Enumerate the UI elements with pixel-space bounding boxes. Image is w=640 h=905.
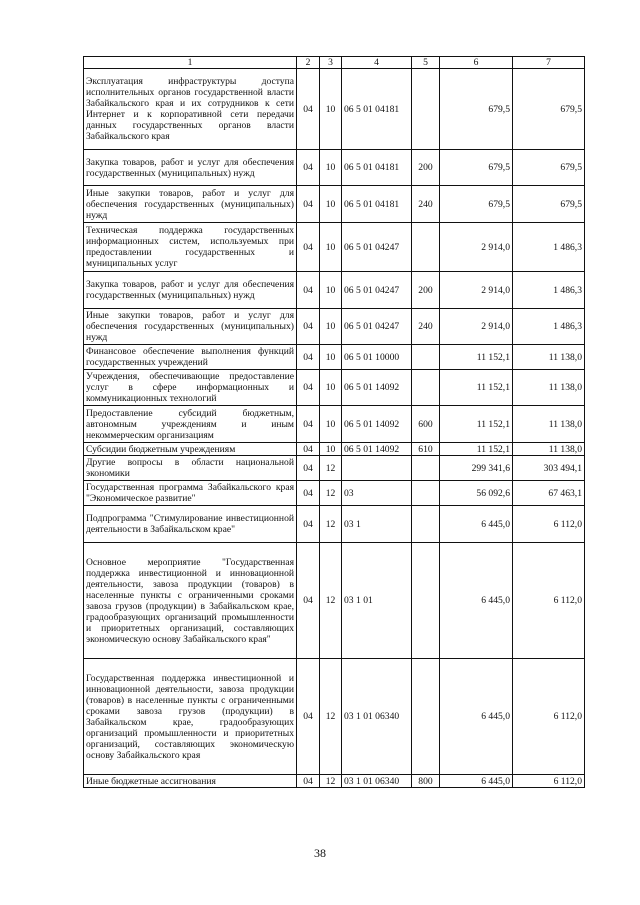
cell-expense-type: 200 [412,150,440,186]
cell-expense-type [412,659,440,775]
cell-description: Основное мероприятие "Государственная поддержка инвестиционной и инновационной деятельности, завоза продукции (товаров) в населенные пункты с ограниченными сроками завоза грузов (продукции) в Забайкальском крае, градообразующих организаций промышленности и приоритетных организаций, составляющих экономическую основу Забайкальского края" [84,543,297,659]
cell-amount-year-2: 1 486,3 [513,309,585,345]
cell-target-article: 06 5 01 04181 [342,150,412,186]
cell-description: Техническая поддержка государственных информационных систем, используемых при предоставлении государственных и муниципальных услуг [84,223,297,272]
cell-section: 04 [297,150,320,186]
cell-amount-year-1: 6 445,0 [440,775,513,788]
cell-target-article: 06 5 01 04181 [342,186,412,223]
cell-description: Другие вопросы в области национальной экономики [84,456,297,481]
cell-target-article: 06 5 01 04247 [342,309,412,345]
cell-subsection: 10 [320,223,342,272]
cell-expense-type: 800 [412,775,440,788]
table-row [84,345,585,370]
cell-amount-year-1: 11 152,1 [440,406,513,443]
cell-description: Государственная поддержка инвестиционной и инновационной деятельности, завоза продукции (товаров) в населенные пункты с ограниченными сроками завоза грузов (продукции) в Забайкальском крае, градообразующих организаций промышленности и приоритетных организаций, составляющих экономическую основу Забайкальского края [84,659,297,775]
cell-target-article: 03 1 01 06340 [342,659,412,775]
cell-description: Эксплуатация инфраструктуры доступа исполнительных органов государственной власти Забайкальского края и их сотрудников к сети Интернет и к корпоративной сети передачи данных государственных органов власти Забайкальского края [84,69,297,150]
cell-section: 04 [297,443,320,456]
cell-description: Закупка товаров, работ и услуг для обеспечения государственных (муниципальных) нужд [84,150,297,186]
cell-target-article: 03 1 01 [342,543,412,659]
header-col-7: 7 [513,57,585,69]
header-col-5: 5 [412,57,440,69]
cell-section: 04 [297,543,320,659]
cell-section: 04 [297,456,320,481]
table-row [84,481,585,506]
cell-subsection: 10 [320,370,342,406]
cell-description: Иные закупки товаров, работ и услуг для обеспечения государственных (муниципальных) нужд [84,309,297,345]
cell-section: 04 [297,481,320,506]
cell-amount-year-1: 6 445,0 [440,543,513,659]
cell-target-article: 06 5 01 04181 [342,69,412,150]
cell-amount-year-1: 11 152,1 [440,370,513,406]
cell-section: 04 [297,506,320,543]
cell-subsection: 12 [320,481,342,506]
cell-expense-type: 240 [412,186,440,223]
cell-section: 04 [297,406,320,443]
cell-amount-year-2: 11 138,0 [513,345,585,370]
cell-amount-year-2: 6 112,0 [513,506,585,543]
cell-expense-type [412,223,440,272]
table-row [84,150,585,186]
cell-amount-year-2: 6 112,0 [513,543,585,659]
cell-amount-year-2: 6 112,0 [513,659,585,775]
cell-section: 04 [297,186,320,223]
cell-expense-type [412,345,440,370]
table-row [84,69,585,150]
cell-subsection: 10 [320,345,342,370]
cell-amount-year-1: 299 341,6 [440,456,513,481]
cell-subsection: 10 [320,272,342,309]
header-row [84,57,585,69]
cell-expense-type: 610 [412,443,440,456]
cell-target-article: 06 5 01 14092 [342,406,412,443]
header-col-1: 1 [84,57,297,69]
table-row [84,456,585,481]
cell-target-article: 03 1 [342,506,412,543]
cell-amount-year-1: 6 445,0 [440,659,513,775]
cell-description: Подпрограмма "Стимулирование инвестиционной деятельности в Забайкальском крае" [84,506,297,543]
cell-amount-year-2: 11 138,0 [513,443,585,456]
cell-amount-year-2: 1 486,3 [513,272,585,309]
cell-target-article: 06 5 01 04247 [342,272,412,309]
budget-table [83,56,585,788]
cell-description: Учреждения, обеспечивающие предоставление услуг в сфере информационных и коммуникационных технологий [84,370,297,406]
table-row [84,309,585,345]
cell-target-article: 06 5 01 14092 [342,370,412,406]
cell-amount-year-2: 11 138,0 [513,370,585,406]
table-row [84,223,585,272]
cell-expense-type: 200 [412,272,440,309]
cell-description: Иные закупки товаров, работ и услуг для обеспечения государственных (муниципальных) нужд [84,186,297,223]
cell-subsection: 10 [320,309,342,345]
cell-amount-year-1: 11 152,1 [440,443,513,456]
cell-target-article [342,456,412,481]
cell-section: 04 [297,775,320,788]
cell-subsection: 12 [320,456,342,481]
page-number: 38 [314,846,326,860]
cell-target-article: 03 [342,481,412,506]
cell-description: Финансовое обеспечение выполнения функций государственных учреждений [84,345,297,370]
cell-section: 04 [297,69,320,150]
cell-amount-year-1: 11 152,1 [440,345,513,370]
cell-section: 04 [297,223,320,272]
cell-subsection: 10 [320,406,342,443]
cell-amount-year-2: 6 112,0 [513,775,585,788]
cell-expense-type: 240 [412,309,440,345]
cell-amount-year-2: 679,5 [513,186,585,223]
cell-subsection: 12 [320,659,342,775]
table-row [84,186,585,223]
header-col-3: 3 [320,57,342,69]
cell-amount-year-2: 679,5 [513,150,585,186]
cell-amount-year-1: 56 092,6 [440,481,513,506]
cell-amount-year-1: 679,5 [440,150,513,186]
cell-subsection: 12 [320,543,342,659]
cell-amount-year-2: 303 494,1 [513,456,585,481]
cell-amount-year-2: 67 463,1 [513,481,585,506]
cell-subsection: 10 [320,150,342,186]
table-row [84,775,585,788]
cell-section: 04 [297,309,320,345]
cell-section: 04 [297,272,320,309]
cell-subsection: 12 [320,506,342,543]
header-col-6: 6 [440,57,513,69]
cell-section: 04 [297,370,320,406]
cell-amount-year-1: 2 914,0 [440,223,513,272]
cell-amount-year-1: 2 914,0 [440,272,513,309]
cell-subsection: 10 [320,443,342,456]
table-row [84,506,585,543]
cell-expense-type [412,481,440,506]
cell-amount-year-1: 679,5 [440,69,513,150]
cell-description: Государственная программа Забайкальского края "Экономическое развитие" [84,481,297,506]
cell-description: Иные бюджетные ассигнования [84,775,297,788]
cell-subsection: 12 [320,775,342,788]
cell-amount-year-2: 679,5 [513,69,585,150]
header-col-2: 2 [297,57,320,69]
cell-target-article: 06 5 01 14092 [342,443,412,456]
table-row [84,443,585,456]
cell-expense-type [412,506,440,543]
table-row [84,543,585,659]
cell-target-article: 06 5 01 10000 [342,345,412,370]
cell-section: 04 [297,659,320,775]
cell-target-article: 03 1 01 06340 [342,775,412,788]
cell-expense-type [412,456,440,481]
table-row [84,659,585,775]
table-row [84,272,585,309]
cell-amount-year-2: 1 486,3 [513,223,585,272]
cell-expense-type [412,543,440,659]
header-col-4: 4 [342,57,412,69]
cell-description: Закупка товаров, работ и услуг для обеспечения государственных (муниципальных) нужд [84,272,297,309]
cell-section: 04 [297,345,320,370]
cell-subsection: 10 [320,186,342,223]
cell-description: Предоставление субсидий бюджетным, автономным учреждениям и иным некоммерческим организациям [84,406,297,443]
cell-subsection: 10 [320,69,342,150]
cell-description: Субсидии бюджетным учреждениям [84,443,297,456]
cell-expense-type [412,370,440,406]
cell-amount-year-1: 679,5 [440,186,513,223]
cell-amount-year-1: 6 445,0 [440,506,513,543]
cell-expense-type [412,69,440,150]
cell-amount-year-2: 11 138,0 [513,406,585,443]
table-row [84,406,585,443]
table-body [84,69,585,788]
cell-expense-type: 600 [412,406,440,443]
table-row [84,370,585,406]
cell-amount-year-1: 2 914,0 [440,309,513,345]
cell-target-article: 06 5 01 04247 [342,223,412,272]
